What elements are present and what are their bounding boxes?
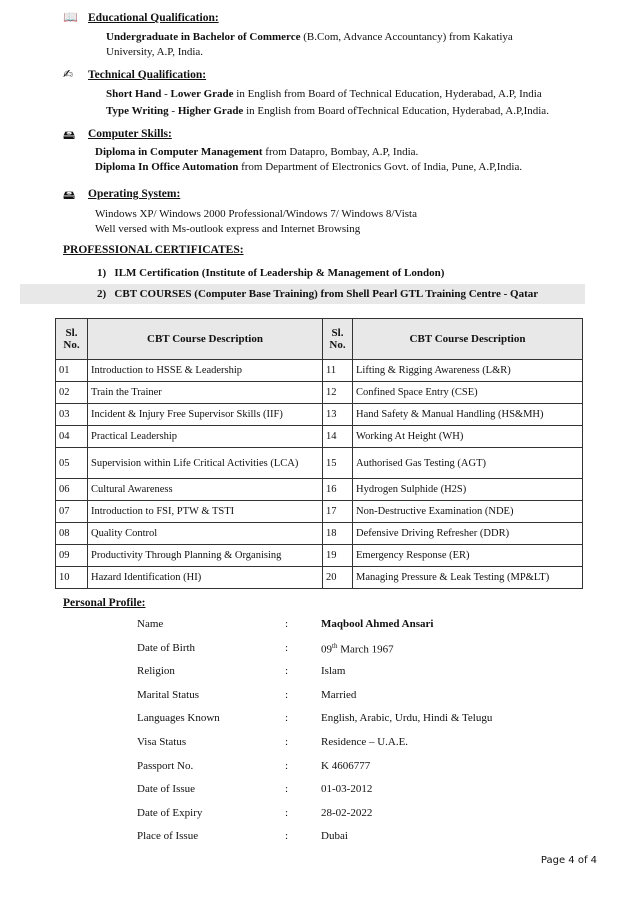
- course-description-cell: Emergency Response (ER): [353, 545, 583, 567]
- sl-no-cell: 14: [323, 426, 353, 448]
- course-description-cell: Cultural Awareness: [88, 479, 323, 501]
- profile-label: Date of Expiry: [137, 806, 203, 819]
- sl-no-header: [323, 319, 353, 360]
- sl-no-cell: 06: [56, 479, 88, 501]
- course-description-cell: Managing Pressure & Leak Testing (MP&LT): [353, 567, 583, 589]
- os-heading: Operating System:: [88, 188, 181, 200]
- sl-label: Sl.: [331, 327, 344, 339]
- profile-value: [321, 736, 408, 748]
- profile-value-text: Dubai: [321, 830, 348, 843]
- profile-label: Religion: [137, 665, 175, 678]
- book-icon: 📖: [63, 10, 78, 24]
- technical-item: [106, 105, 549, 117]
- technical-item: [106, 88, 542, 100]
- no-label: No.: [63, 339, 80, 351]
- sl-no-cell: 10: [56, 567, 88, 589]
- sl-no-cell: 03: [56, 404, 88, 426]
- education-degree: [106, 31, 513, 43]
- sl-no-cell: 17: [323, 501, 353, 523]
- sl-no-cell: 19: [323, 545, 353, 567]
- profile-label: Name: [137, 618, 164, 630]
- profile-value-text: English, Arabic, Urdu, Hindi & Telugu: [321, 712, 493, 725]
- os-line: Windows XP/ Windows 2000 Professional/Windows 7/ Windows 8/Vista: [95, 208, 417, 220]
- course-description-cell: Practical Leadership: [88, 426, 323, 448]
- profile-value: [321, 830, 348, 842]
- technical-detail: in English from Board of Technical Education, Hyderabad, A.P, India: [233, 88, 542, 100]
- table-row: [56, 426, 583, 448]
- certificate-number: 2): [97, 288, 107, 300]
- sl-no-cell: 01: [56, 360, 88, 382]
- computer-icon: 🖴: [63, 128, 76, 142]
- table-row: [56, 501, 583, 523]
- table-row: [56, 360, 583, 382]
- profile-value: [321, 689, 356, 701]
- profile-value: [321, 642, 394, 656]
- sl-no-cell: 20: [323, 567, 353, 589]
- technical-sep: -: [168, 105, 178, 117]
- description-header: CBT Course Description: [353, 319, 583, 360]
- profile-value-text: K 4606777: [321, 759, 371, 772]
- profile-value: [321, 618, 433, 630]
- sl-no-cell: 04: [56, 426, 88, 448]
- degree-title: Undergraduate in Bachelor of Commerce: [106, 31, 301, 43]
- sl-no-cell: 02: [56, 382, 88, 404]
- sl-no-cell: 11: [323, 360, 353, 382]
- course-description-cell: Incident & Injury Free Supervisor Skills (IIF): [88, 404, 323, 426]
- profile-label: Place of Issue: [137, 830, 199, 843]
- sl-no-cell: 18: [323, 523, 353, 545]
- table-row: [56, 523, 583, 545]
- sl-no-cell: 05: [56, 448, 88, 479]
- computer-item: [95, 161, 522, 173]
- sl-no-cell: 08: [56, 523, 88, 545]
- no-label: No.: [329, 339, 346, 351]
- technical-skill: Type Writing: [106, 105, 169, 117]
- sl-no-cell: 15: [323, 448, 353, 479]
- certificates-heading: PROFESSIONAL CERTIFICATES:: [63, 244, 244, 256]
- sl-label: Sl.: [65, 327, 78, 339]
- course-description-cell: Hydrogen Sulphide (H2S): [353, 479, 583, 501]
- profile-colon: :: [285, 736, 289, 748]
- technical-skill: Short Hand: [106, 88, 162, 100]
- technical-heading: Technical Qualification:: [88, 69, 207, 81]
- profile-value: [321, 665, 345, 677]
- certificate-item: [97, 267, 444, 279]
- course-description-cell: Productivity Through Planning & Organising: [88, 545, 323, 567]
- profile-value: [321, 760, 370, 772]
- profile-value-text: Residence – U.A.E.: [321, 736, 409, 748]
- profile-value-rest: March 1967: [337, 643, 394, 656]
- diploma-title: Diploma In Office Automation: [95, 161, 239, 173]
- course-description-cell: Authorised Gas Testing (AGT): [353, 448, 583, 479]
- profile-colon: :: [285, 806, 289, 819]
- profile-label: Date of Issue: [137, 783, 196, 796]
- profile-label: Passport No.: [137, 759, 194, 772]
- diploma-detail: from Datapro, Bombay, A.P, India.: [262, 146, 419, 158]
- certificate-text: CBT COURSES (Computer Base Training) from Shell Pearl GTL Training Centre - Qatar: [114, 288, 539, 300]
- education-heading: Educational Qualification:: [88, 12, 219, 24]
- profile-value-text: 28-02-2022: [321, 806, 373, 819]
- sl-no-cell: 13: [323, 404, 353, 426]
- certificate-text: ILM Certification (Institute of Leadership & Management of London): [114, 267, 445, 279]
- table-header-row: [56, 319, 583, 360]
- course-description-cell: Supervision within Life Critical Activities (LCA): [88, 448, 323, 479]
- table-row: [56, 404, 583, 426]
- course-description-cell: Introduction to HSSE & Leadership: [88, 360, 323, 382]
- description-header: CBT Course Description: [88, 319, 323, 360]
- sl-no-header: [56, 319, 88, 360]
- computer-icon: 🖴: [63, 188, 76, 202]
- cbt-course-table: [55, 318, 583, 589]
- profile-heading: Personal Profile:: [63, 597, 146, 609]
- sl-no-cell: 07: [56, 501, 88, 523]
- course-description-cell: Working At Height (WH): [353, 426, 583, 448]
- course-description-cell: Quality Control: [88, 523, 323, 545]
- course-description-cell: Defensive Driving Refresher (DDR): [353, 523, 583, 545]
- technical-detail: in English from Board ofTechnical Education, Hyderabad, A.P,India.: [243, 105, 549, 117]
- profile-colon: :: [285, 641, 289, 654]
- profile-value-text: Married: [321, 688, 357, 701]
- sl-no-cell: 12: [323, 382, 353, 404]
- pen-icon: ✍: [63, 67, 74, 81]
- profile-value: [321, 783, 372, 795]
- table-row: [56, 448, 583, 479]
- profile-colon: :: [285, 830, 289, 843]
- technical-sep: -: [161, 88, 171, 100]
- course-description-cell: Lifting & Rigging Awareness (L&R): [353, 360, 583, 382]
- course-description-cell: Train the Trainer: [88, 382, 323, 404]
- profile-colon: :: [285, 665, 289, 678]
- table-row: [56, 382, 583, 404]
- certificate-item: [97, 288, 538, 300]
- profile-colon: :: [285, 618, 289, 630]
- profile-colon: :: [285, 759, 289, 772]
- degree-detail: (B.Com, Advance Accountancy) from Kakatiya: [300, 31, 513, 43]
- profile-colon: :: [285, 712, 289, 725]
- profile-value-text: 01-03-2012: [321, 783, 373, 796]
- profile-value-text: Maqbool Ahmed Ansari: [321, 618, 434, 630]
- computer-heading: Computer Skills:: [88, 128, 172, 140]
- course-description-cell: Confined Space Entry (CSE): [353, 382, 583, 404]
- page-number: Page 4 of 4: [540, 855, 597, 866]
- education-degree-line2: University, A.P, India.: [106, 46, 204, 58]
- profile-colon: :: [285, 783, 289, 796]
- diploma-detail: from Department of Electronics Govt. of India, Pune, A.P,India.: [238, 161, 523, 173]
- course-description-cell: Non-Destructive Examination (NDE): [353, 501, 583, 523]
- profile-value-sup: th: [332, 641, 338, 650]
- table-row: [56, 479, 583, 501]
- sl-no-cell: 16: [323, 479, 353, 501]
- profile-label: Visa Status: [137, 736, 187, 748]
- profile-label: Marital Status: [137, 688, 200, 701]
- computer-item: [95, 146, 418, 158]
- technical-grade: Higher Grade: [177, 105, 244, 117]
- profile-value: [321, 807, 372, 819]
- profile-value: [321, 712, 492, 724]
- course-description-cell: Hand Safety & Manual Handling (HS&MH): [353, 404, 583, 426]
- profile-value-text: 09: [321, 643, 332, 656]
- technical-grade: Lower Grade: [170, 88, 234, 100]
- os-line: Well versed with Ms-outlook express and Internet Browsing: [95, 223, 361, 235]
- table-row: [56, 545, 583, 567]
- table-row: [56, 567, 583, 589]
- profile-label: Date of Birth: [137, 641, 196, 654]
- certificate-number: 1): [97, 267, 107, 279]
- profile-value-text: Islam: [321, 665, 346, 678]
- profile-colon: :: [285, 688, 289, 701]
- profile-label: Languages Known: [137, 712, 220, 725]
- diploma-title: Diploma in Computer Management: [95, 146, 263, 158]
- sl-no-cell: 09: [56, 545, 88, 567]
- course-description-cell: Hazard Identification (HI): [88, 567, 323, 589]
- course-description-cell: Introduction to FSI, PTW & TSTI: [88, 501, 323, 523]
